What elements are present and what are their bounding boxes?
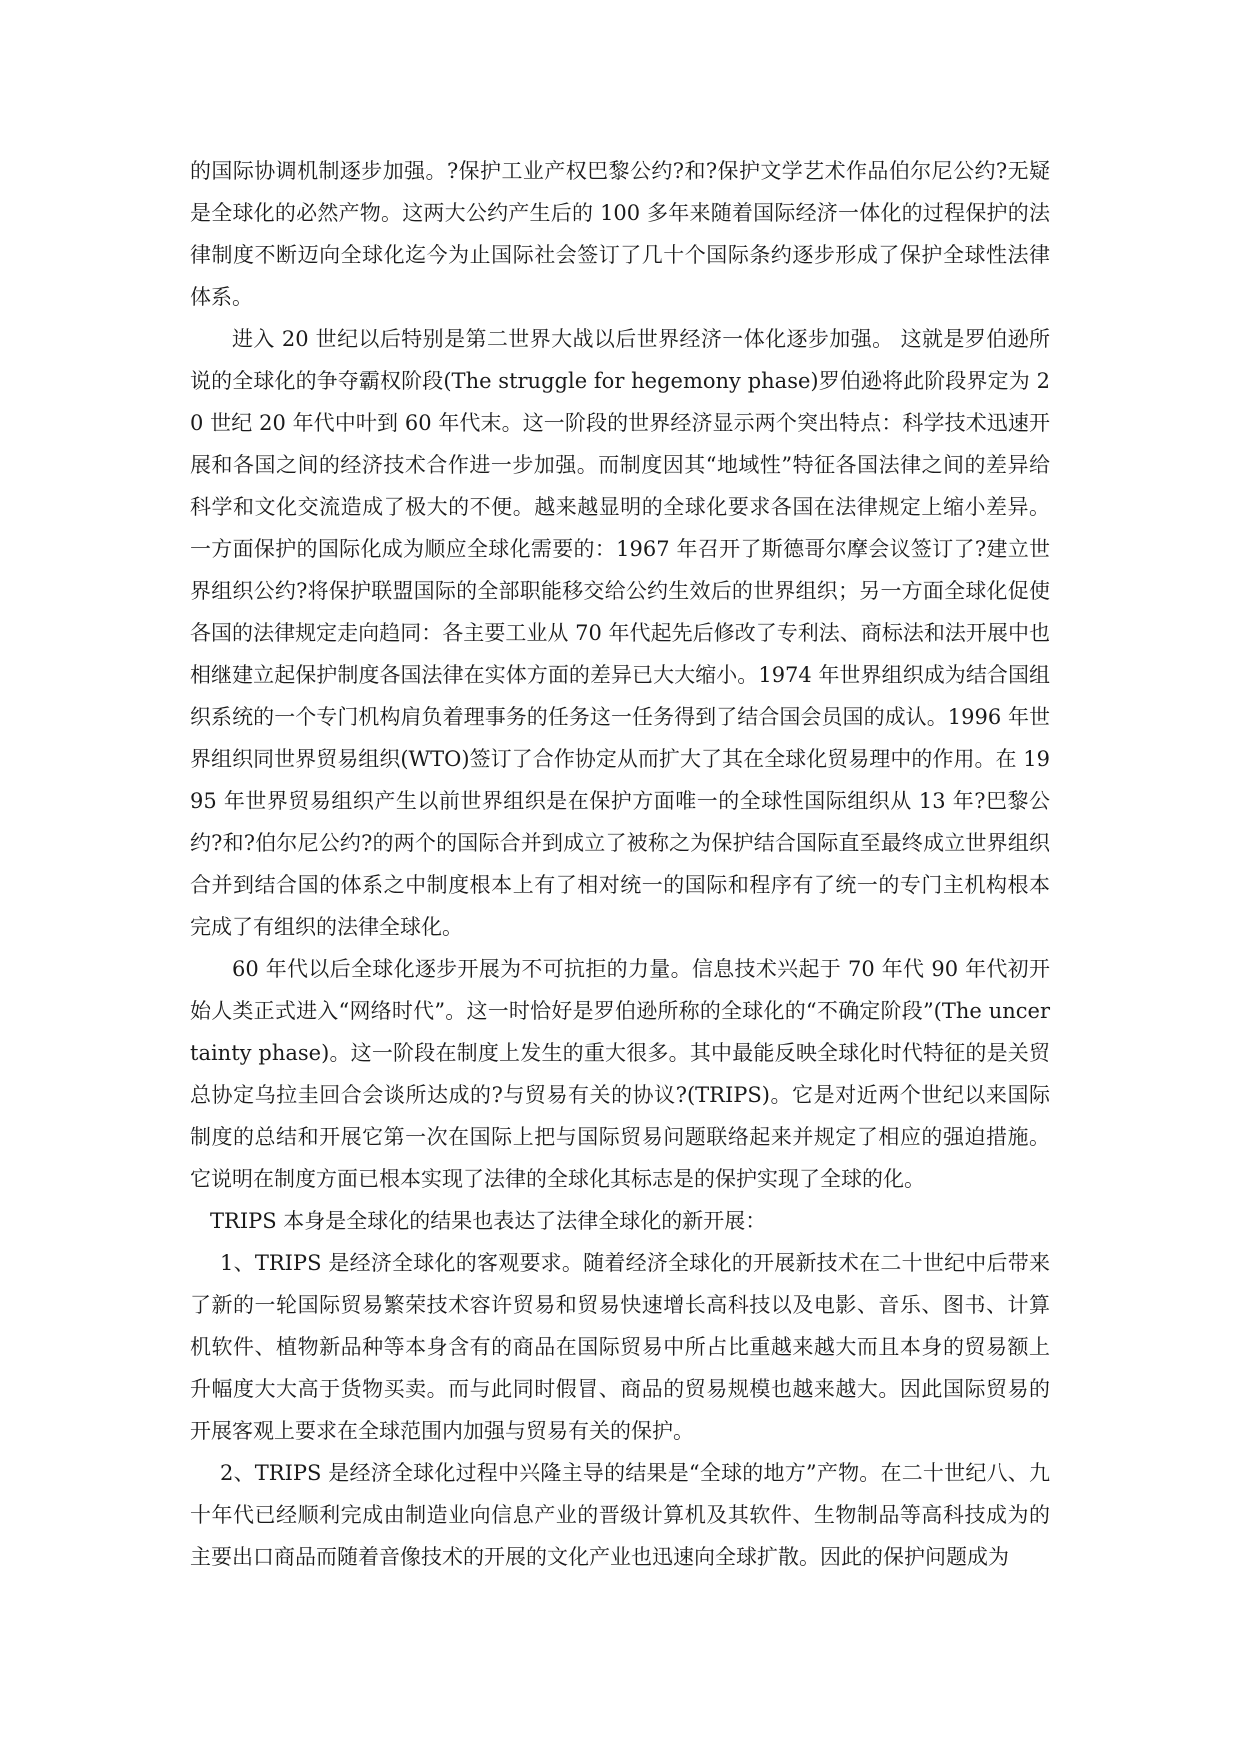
paragraph-6: 2、TRIPS 是经济全球化过程中兴隆主导的结果是“全球的地方”产物。在二十世纪八、九十年代已经顺利完成由制造业向信息产业的晋级计算机及其软件、生物制品等高科技成为的主要出口商品而随着音像技术的开展的文化产业也迅速向全球扩散。因此的保护问题成为 xyxy=(190,1461,1050,1569)
paragraph-1: 的国际协调机制逐步加强。?保护工业产权巴黎公约?和?保护文学艺术作品伯尔尼公约?无疑是全球化的必然产物。这两大公约产生后的 100 多年来随着国际经济一体化的过程保护的法律制度不断迈向全球化迄今为止国际社会签订了几十个国际条约逐步形成了保护全球性法律体系。 xyxy=(190,159,1050,309)
paragraph-4: TRIPS 本身是全球化的结果也表达了法律全球化的新开展： xyxy=(210,1209,767,1233)
paragraph-5: 1、TRIPS 是经济全球化的客观要求。随着经济全球化的开展新技术在二十世纪中后带来了新的一轮国际贸易繁荣技术容许贸易和贸易快速增长高科技以及电影、音乐、图书、计算机软件、植物新品种等本身含有的商品在国际贸易中所占比重越来越大而且本身的贸易额上升幅度大大高于货物买卖。而与此同时假冒、商品的贸易规模也越来越大。因此国际贸易的开展客观上要求在全球范围内加强与贸易有关的保护。 xyxy=(190,1251,1050,1443)
paragraph-2: 进入 20 世纪以后特别是第二世界大战以后世界经济一体化逐步加强。 这就是罗伯逊所说的全球化的争夺霸权阶段(The struggle for hegemony phase)罗伯逊将此阶段界定为 20 世纪 20 年代中叶到 60 年代末。这一阶段的世界经济显示两个突出特点：科学技术迅速开展和各国之间的经济技术合作进一步加强。而制度因其“地域性”特征各国法律之间的差异给科学和文化交流造成了极大的不便。越来越显明的全球化要求各国在法律规定上缩小差异。一方面保护的国际化成为顺应全球化需要的：1967 年召开了斯德哥尔摩会议签订了?建立世界组织公约?将保护联盟国际的全部职能移交给公约生效后的世界组织；另一方面全球化促使各国的法律规定走向趋同：各主要工业从 70 年代起先后修改了专利法、商标法和法开展中也相继建立起保护制度各国法律在实体方面的差异已大大缩小。1974 年世界组织成为结合国组织系统的一个专门机构肩负着理事务的任务这一任务得到了结合国会员国的成认。1996 年世界组织同世界贸易组织(WTO)签订了合作协定从而扩大了其在全球化贸易理中的作用。在 1995 年世界贸易组织产生以前世界组织是在保护方面唯一的全球性国际组织从 13 年?巴黎公约?和?伯尔尼公约?的两个的国际合并到成立了被称之为保护结合国际直至最终成立世界组织合并到结合国的体系之中制度根本上有了相对统一的国际和程序有了统一的专门主机构根本完成了有组织的法律全球化。 xyxy=(190,327,1050,939)
paragraph-3: 60 年代以后全球化逐步开展为不可抗拒的力量。信息技术兴起于 70 年代 90 年代初开始人类正式进入“网络时代”。这一时恰好是罗伯逊所称的全球化的“不确定阶段”(The uncertainty phase)。这一阶段在制度上发生的重大很多。其中最能反映全球化时代特征的是关贸总协定乌拉圭回合会谈所达成的?与贸易有关的协议?(TRIPS)。它是对近两个世纪以来国际制度的总结和开展它第一次在国际上把与国际贸易问题联络起来并规定了相应的强迫措施。它说明在制度方面已根本实现了法律的全球化其标志是的保护实现了全球的化。 xyxy=(190,957,1050,1191)
document-body xyxy=(190,150,1050,1578)
